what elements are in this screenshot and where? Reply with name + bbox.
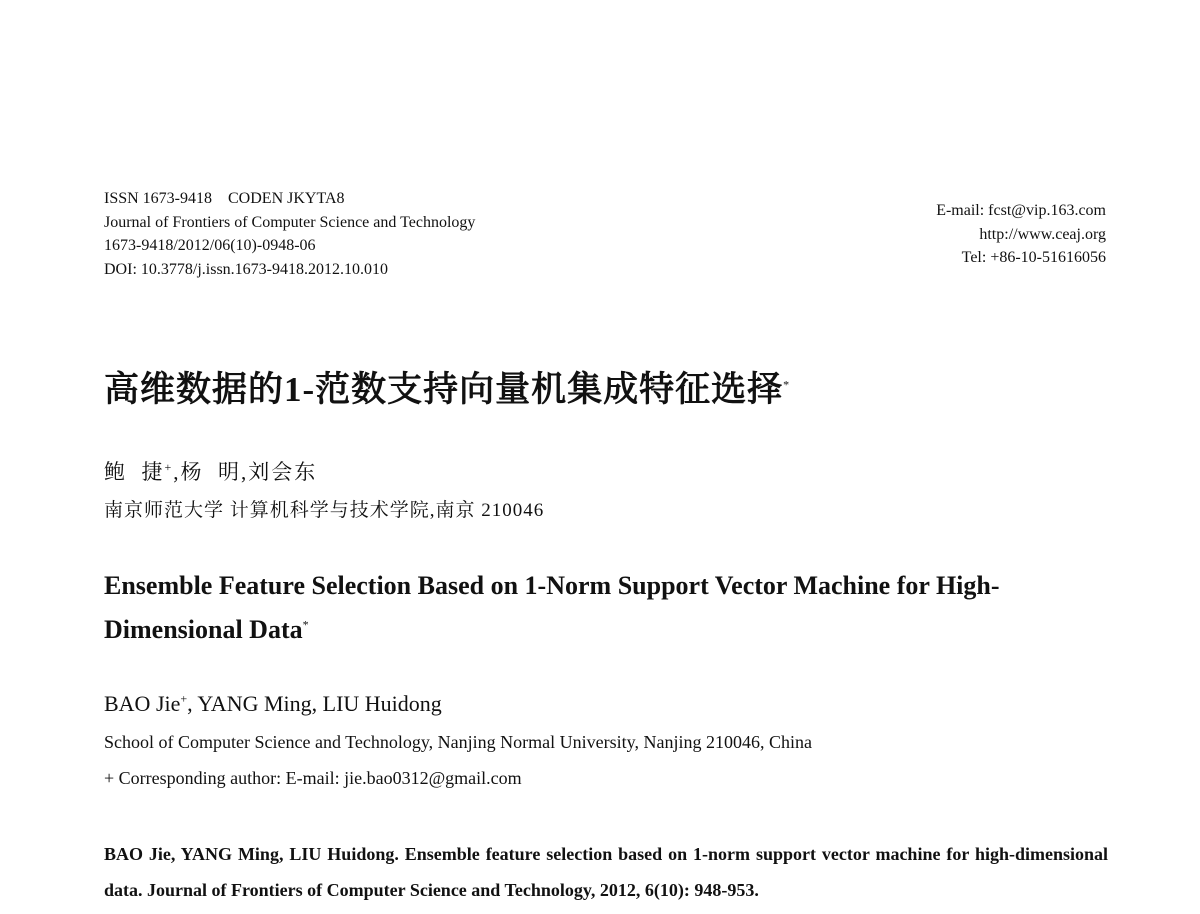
doi-line: DOI: 10.3778/j.issn.1673-9418.2012.10.010 [104, 260, 388, 278]
chinese-other-authors: ,杨 明,刘会东 [173, 460, 318, 484]
chinese-first-author: 鲍 捷 [104, 460, 165, 484]
journal-name-line: Journal of Frontiers of Computer Science and Technology [104, 213, 476, 231]
journal-info [104, 187, 475, 281]
citation-reference: BAO Jie, YANG Ming, LIU Huidong. Ensemble feature selection based on 1-norm support vector machine for high-dimensional data. Journal of Frontiers of Computer Science and Technology, 2012, 6(10): 948-953. [104, 844, 1108, 900]
journal-contact [936, 199, 1106, 270]
chinese-authors [104, 456, 317, 486]
chinese-title-text: 高维数据的1-范数支持向量机集成特征选择 [104, 370, 784, 409]
chinese-corresponding-mark: + [164, 460, 174, 474]
english-authors [104, 691, 442, 717]
chinese-title-footnote-mark: * [783, 377, 791, 392]
contact-email: E-mail: fcst@vip.163.com [936, 202, 1106, 219]
article-code-line: 1673-9418/2012/06(10)-0948-06 [104, 237, 316, 254]
english-first-author: BAO Jie [104, 691, 181, 716]
contact-phone: Tel: +86-10-51616056 [961, 249, 1106, 266]
corresponding-author: + Corresponding author: E-mail: jie.bao0312@gmail.com [104, 768, 522, 788]
issn-coden-line: ISSN 1673-9418 CODEN JKYTA8 [104, 190, 345, 207]
english-title-footnote-mark: * [302, 617, 309, 632]
english-title-text: Ensemble Feature Selection Based on 1-Norm Support Vector Machine for High-Dimensional Data [104, 571, 1000, 644]
chinese-affiliation: 南京师范大学 计算机科学与技术学院,南京 210046 [104, 500, 545, 521]
contact-website: http://www.ceaj.org [979, 225, 1106, 243]
english-other-authors: , YANG Ming, LIU Huidong [187, 691, 442, 716]
chinese-title [104, 362, 790, 412]
english-corresponding-mark: + [180, 691, 188, 706]
english-affiliation: School of Computer Science and Technology, Nanjing Normal University, Nanjing 210046, China [104, 732, 812, 752]
english-title [104, 564, 1114, 652]
